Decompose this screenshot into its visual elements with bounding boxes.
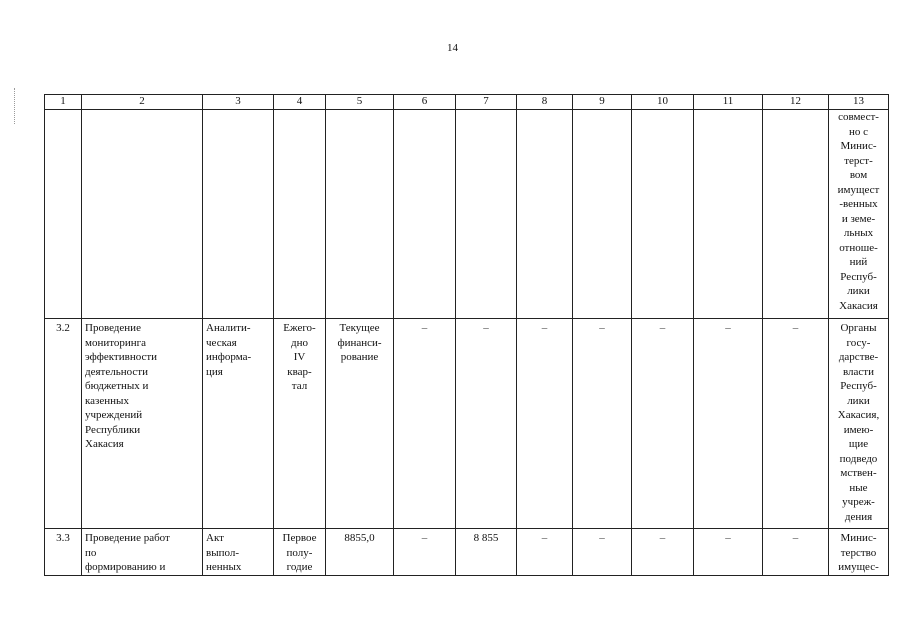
column-header: 13 — [829, 95, 889, 110]
cell-col8: – — [517, 529, 573, 576]
table-row — [45, 110, 889, 319]
cell-result — [203, 110, 274, 319]
cell-col11: – — [694, 529, 763, 576]
cell-col7: – — [456, 319, 517, 529]
table-row — [45, 529, 889, 576]
column-header: 10 — [632, 95, 694, 110]
cell-col9: – — [573, 529, 632, 576]
cell-financing — [326, 110, 394, 319]
cell-col8 — [517, 110, 573, 319]
header-row — [45, 95, 889, 110]
cell-col10: – — [632, 529, 694, 576]
cell-col8: – — [517, 319, 573, 529]
cell-financing: Текущее финанси- рование — [326, 319, 394, 529]
column-header: 12 — [763, 95, 829, 110]
column-header: 2 — [82, 95, 203, 110]
column-header: 11 — [694, 95, 763, 110]
cell-col12 — [763, 110, 829, 319]
cell-event: Проведение работ по формированию и — [82, 529, 203, 576]
plan-table — [44, 94, 889, 576]
cell-term: Первое полу- годие — [274, 529, 326, 576]
cell-term — [274, 110, 326, 319]
cell-col9: – — [573, 319, 632, 529]
cell-responsible: совмест- но с Минис- терст- вом имущест -венных и земе- льных отноше- ний Респуб- лики Хакасия — [829, 110, 889, 319]
column-header: 4 — [274, 95, 326, 110]
cell-col7 — [456, 110, 517, 319]
cell-col9 — [573, 110, 632, 319]
column-header: 7 — [456, 95, 517, 110]
cell-number: 3.3 — [45, 529, 82, 576]
cell-col10 — [632, 110, 694, 319]
cell-term: Ежего- дно IV квар- тал — [274, 319, 326, 529]
cell-event — [82, 110, 203, 319]
cell-financing: 8855,0 — [326, 529, 394, 576]
column-header: 9 — [573, 95, 632, 110]
cell-event: Проведение мониторинга эффективности деятельности бюджетных и казенных учреждений Республики Хакасия — [82, 319, 203, 529]
table-row — [45, 319, 889, 529]
cell-col6: – — [394, 319, 456, 529]
cell-responsible: Минис- терство имущес- — [829, 529, 889, 576]
cell-col6: – — [394, 529, 456, 576]
cell-responsible: Органы госу- дарстве- власти Респуб- лики Хакасия, имею- щие подведо мствен- ные учреж- дения — [829, 319, 889, 529]
column-header: 8 — [517, 95, 573, 110]
cell-number — [45, 110, 82, 319]
cell-result: Акт выпол- ненных — [203, 529, 274, 576]
cell-col11 — [694, 110, 763, 319]
column-header: 1 — [45, 95, 82, 110]
column-header: 6 — [394, 95, 456, 110]
cell-col10: – — [632, 319, 694, 529]
cell-col12: – — [763, 529, 829, 576]
page-number: 14 — [447, 42, 458, 54]
cell-number: 3.2 — [45, 319, 82, 529]
cell-result: Аналити- ческая информа- ция — [203, 319, 274, 529]
cell-col12: – — [763, 319, 829, 529]
cell-col6 — [394, 110, 456, 319]
cell-col11: – — [694, 319, 763, 529]
column-header: 5 — [326, 95, 394, 110]
cell-col7: 8 855 — [456, 529, 517, 576]
column-header: 3 — [203, 95, 274, 110]
